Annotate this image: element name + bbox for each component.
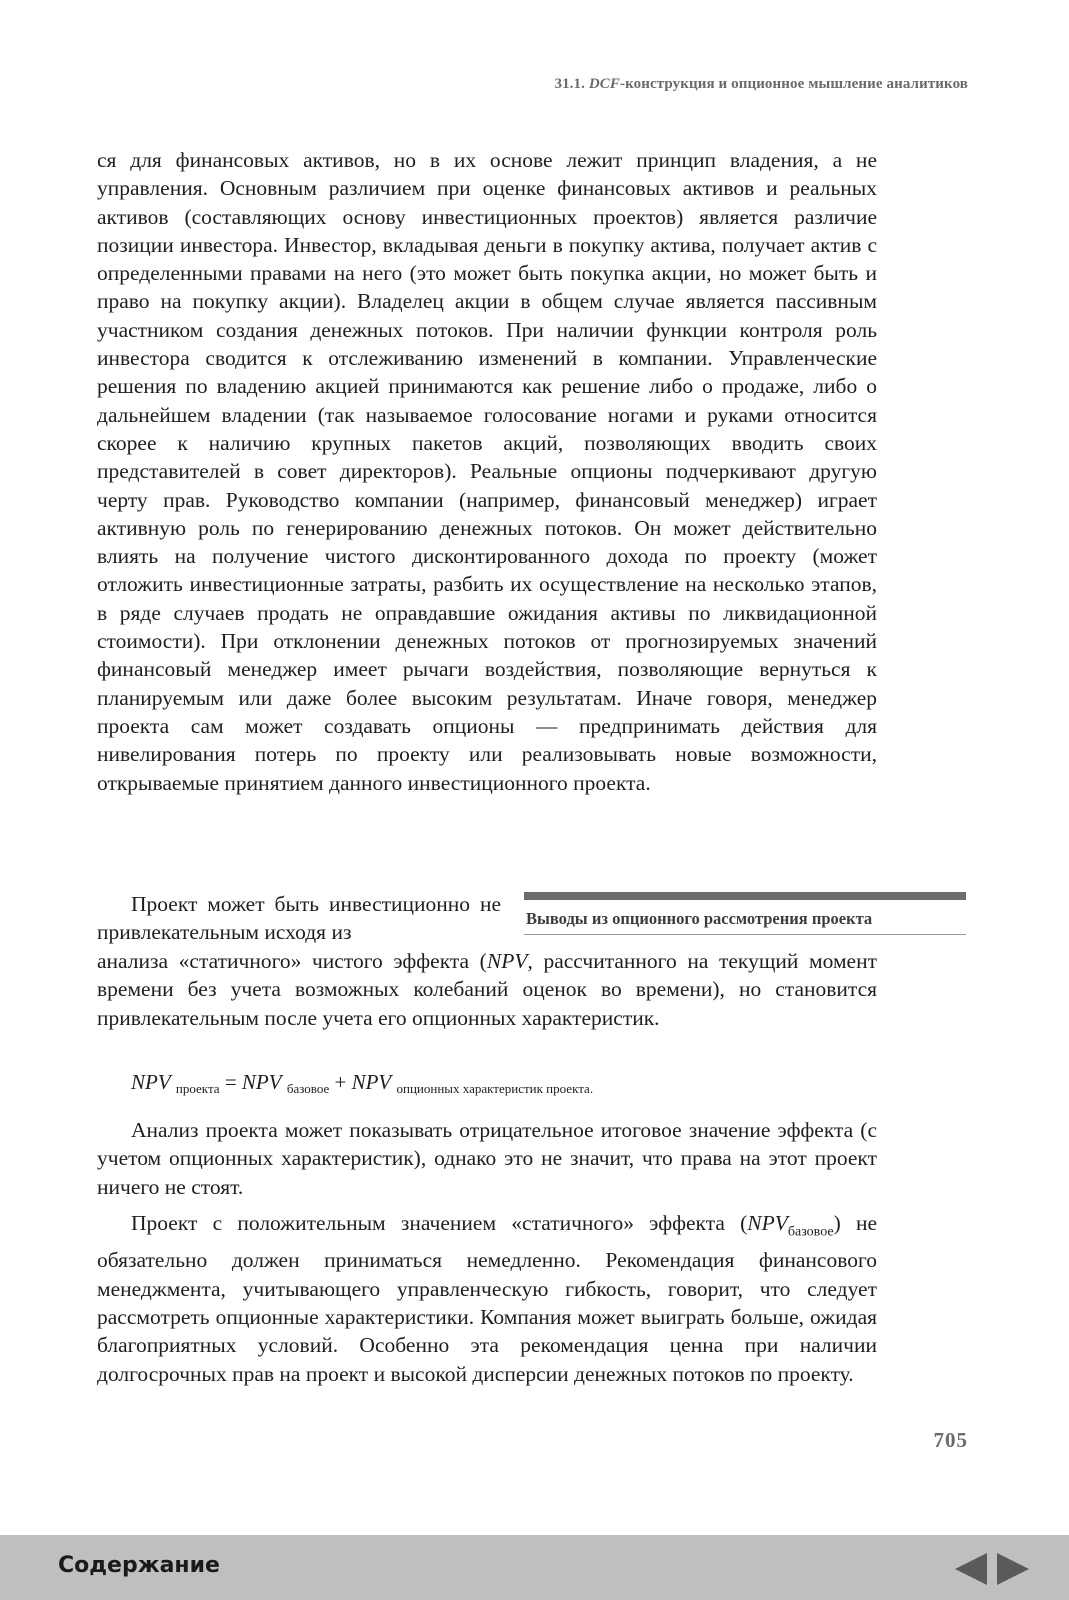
sidebar-bottom-rule <box>524 934 966 935</box>
triangle-right-icon[interactable] <box>997 1553 1029 1585</box>
sidebar-title: Выводы из опционного рассмотрения проекта <box>526 909 873 928</box>
formula-var: NPV <box>131 1070 171 1094</box>
body-paragraph-3 <box>97 1116 877 1388</box>
npv-subscript: базовое <box>787 1224 834 1240</box>
formula-plus: + <box>329 1070 352 1094</box>
npv-term: NPV <box>747 1210 788 1235</box>
formula-period: . <box>589 1081 594 1096</box>
npv-term: NPV <box>486 949 528 973</box>
running-head-title: -конструкция и опционное мышление аналитиков <box>619 76 968 92</box>
paragraph-text: ся для финансовых активов, но в их основе лежит принцип владения, а не управления. Основным различием при оценке финансовых активов и реальных активов (составляющих основу инвестиционных проектов) является различие позиции инвестора. Инвестор, вкладывая деньги в покупку актива, получает актив с определенными правами на него (это может быть покупка акции, но может быть и право на покупку акции). Владелец акции в общем случае является пассивным участником создания денежных потоков. При наличии функции контроля роль инвестора сводится к отслеживанию изменений в компании. Управленческие решения по владению акцией принимаются как решение либо о продаже, либо о дальнейшем владении (так называемое голосование ногами и руками относится скорее к наличию крупных пакетов акций, позволяющих вводить своих представителей в совет директоров). Реальные опционы подчеркивают другую черту прав. Руководство компании (например, финансовый менеджер) играет активную роль по генерированию денежных потоков. Он может действительно влиять на получение чистого дисконтированного дохода по проекту (может отложить инвестиционные затраты, разбить их осуществление на несколько этапов, в ряде случаев продать не оправдавшие ожидания активы по ликвидационной стоимости). При отклонении денежных потоков от прогнозируемых значений финансовый менеджер имеет рычаги воздействия, позволяющие вернуться к планируемым или даже более высоким результатам. Иначе говоря, менеджер проекта сам может создавать опционы — предпринимать действия для нивелирования потерь по проекту или реализовывать новые возможности, открываемые принятием данного инвестиционного проекта. <box>97 148 877 795</box>
body-paragraph-2 <box>97 947 877 1032</box>
paragraph-text: Анализ проекта может показывать отрицательное итоговое значение эффекта (с учетом опционных характеристик), однако это не значит, что права на этот проект ничего не стоят. <box>97 1118 877 1199</box>
text-run: ) не обязательно должен приниматься немедленно. Рекомендация финансового менеджмента, учитывающего управленческую гибкость, говорит, что следует рассмотреть опционные характеристики. Компания может выиграть больше, ожидая благоприятных условий. Особенно эта рекомендация ценна при наличии долгосрочных прав на проект и высокой дисперсии денежных потоков по проекту. <box>97 1210 877 1386</box>
text-run: , рассчитанного на текущий момент времени без учета возможных колебаний оценок во времени), но становится привлекательным после учета его опционных характеристик. <box>97 949 877 1030</box>
paragraph-2-wrapped: Проект может быть инвестиционно не привлекательным исходя из <box>97 892 501 945</box>
npv-formula <box>131 1070 593 1097</box>
formula-var: NPV <box>241 1070 282 1094</box>
table-of-contents-link[interactable]: Содержание <box>58 1553 220 1578</box>
paragraph-4-text <box>97 1209 877 1388</box>
text-run: анализа «статичного» чистого эффекта ( <box>97 949 487 973</box>
footer-navigation-bar <box>0 1535 1069 1600</box>
paragraph-text <box>97 947 877 1032</box>
formula-var: NPV <box>351 1070 392 1094</box>
formula-subscript: проекта <box>175 1081 220 1096</box>
running-head <box>554 76 968 93</box>
formula-subscript: базовое <box>286 1081 330 1096</box>
triangle-left-icon[interactable] <box>955 1553 987 1585</box>
running-head-italic: DCF <box>588 76 620 92</box>
formula-subscript: опционных характеристик проекта <box>396 1081 590 1096</box>
formula-equals: = <box>219 1070 242 1094</box>
body-paragraph-1 <box>97 146 877 797</box>
sidebar-top-bar <box>524 892 966 900</box>
sidebar-callout <box>524 892 966 935</box>
text-run: Проект с положительным значением «статичного» эффекта ( <box>131 1210 748 1235</box>
page-number: 705 <box>933 1428 968 1452</box>
running-head-number: 31.1. <box>554 76 589 92</box>
